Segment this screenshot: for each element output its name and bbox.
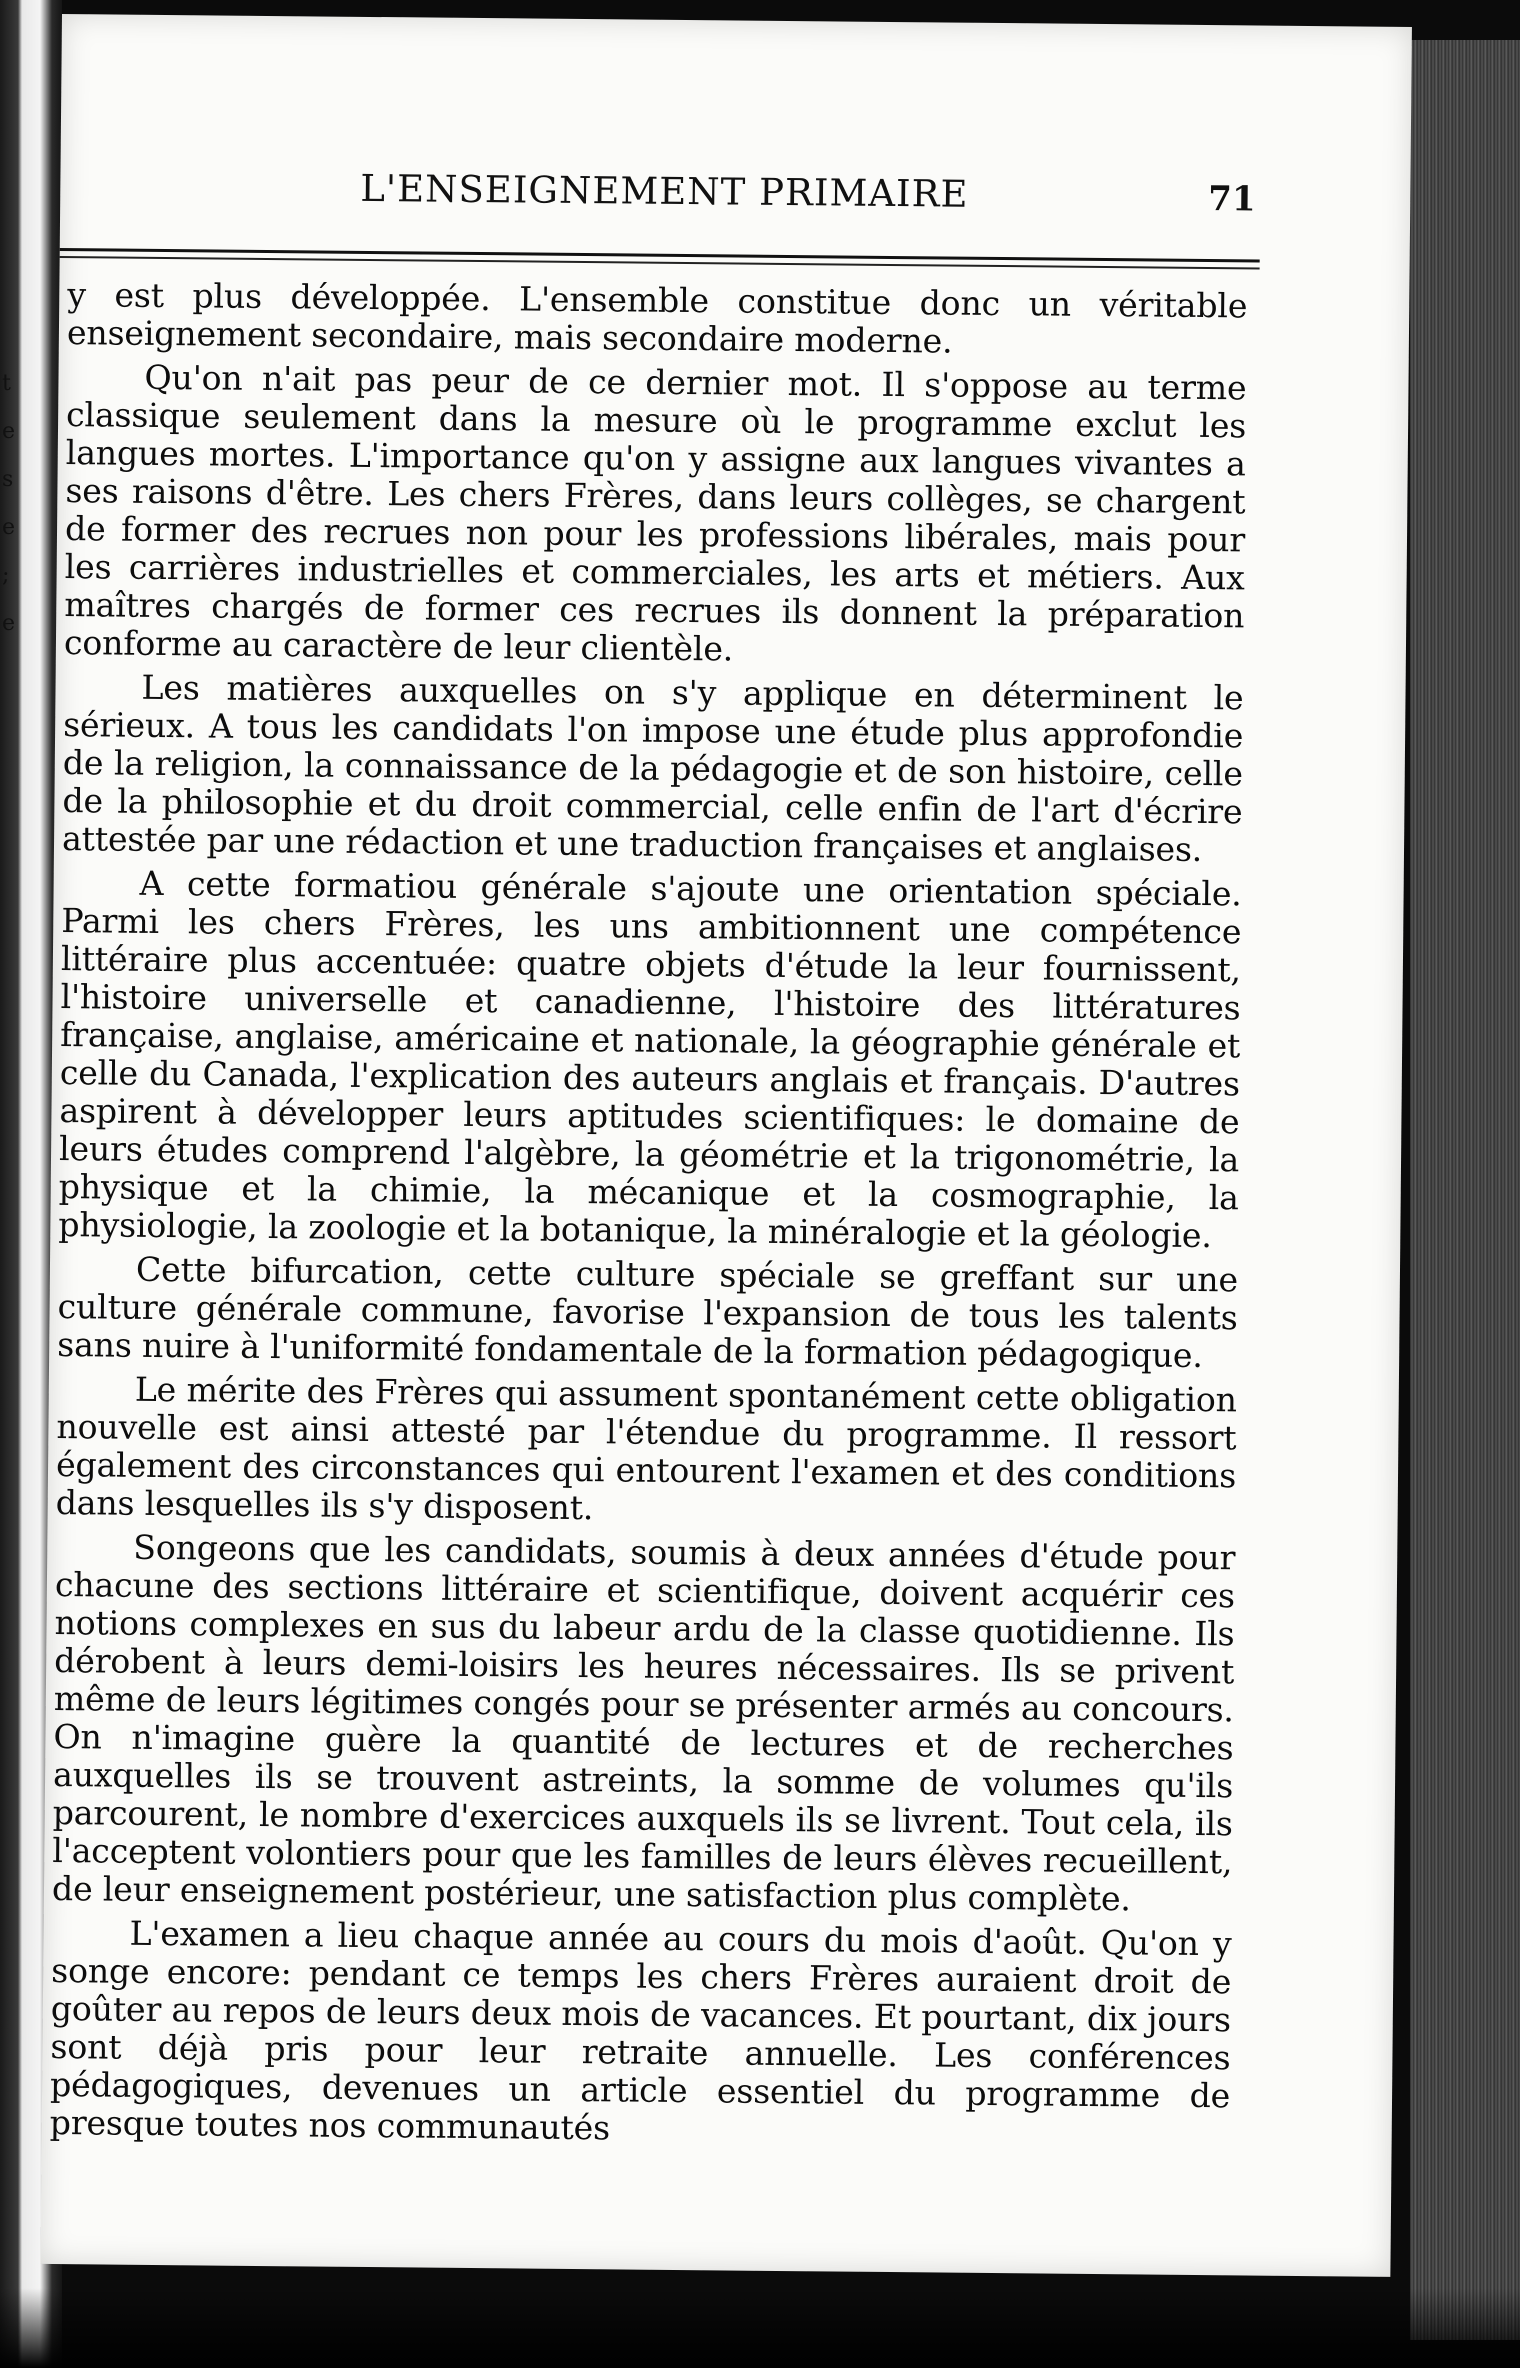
running-title: L'ENSEIGNEMENT PRIMAIRE [360, 166, 969, 216]
paragraph-1: y est plus développée. L'ensemble constitue donc un véritable enseignement secondaire, mais secondaire moderne. [66, 275, 1248, 361]
bottom-shadow [0, 2288, 1520, 2368]
margin-letter: e [2, 611, 16, 636]
book-page [40, 14, 1412, 2277]
page-number: 71 [1208, 179, 1256, 220]
paragraph-3: Les matières auxquelles on s'y applique en déterminent le sérieux. A tous les candidats l'on impose une étude plus approfondie de la religion, la connaissance de la pédagogie et de son histoire, celle de la philosophie et du droit commercial, celle enfin de l'art d'écrire attestée par une rédaction et une traduction françaises et anglaises. [61, 667, 1244, 869]
page-header [60, 164, 1256, 235]
paragraph-8: L'examen a lieu chaque année au cours du mois d'août. Qu'on y songe encore: pendant ce temps les chers Frères auraient droit de goûter au repos de leurs deux mois de vacances. Et pourtant, dix jours sont déjà pris pour leur retraite annuelle. Les conférences pédagogiques, devenues un article essentiel du programme de presque toutes nos communautés [49, 1913, 1232, 2148]
facing-page-margin-letters [2, 360, 16, 648]
margin-letter: e [2, 515, 16, 540]
paragraph-5: Cette bifurcation, cette culture spéciale se greffant sur une culture générale commune, favorise l'expansion de tous les talents sans nuire à l'uniformité fondamentale de la formation pédagogique. [57, 1249, 1239, 1376]
body-text [50, 276, 1248, 2159]
paragraph-4: A cette formatiou générale s'ajoute une orientation spéciale. Parmi les chers Frères, les uns ambitionnent une compétence littéraire plus accentuée: quatre objets d'étude la leur fournissent, l'histoire universelle et canadienne, l'histoire des littératures française, anglaise, américaine et nationale, la géographie générale et celle du Canada, l'explication des auteurs anglais et français. D'autres aspirent à développer leurs aptitudes scientifiques: le domaine de leurs études comprend l'algèbre, la géométrie et la trigonométrie, la physique et la chimie, la mécanique et la cosmographie, la physiologie, la zoologie et la botanique, la minéralogie et la géologie. [58, 863, 1242, 1256]
margin-letter: e [2, 419, 16, 444]
paragraph-7: Songeons que les candidats, soumis à deux années d'étude pour chacune des sections littéraire et scientifique, doivent acquérir ces notions complexes en sus du labeur ardu de la classe quotidienne. Ils dérobent à leurs demi-loisirs les heures nécessaires. Ils se privent même de leurs légitimes congés pour se présenter armés au concours. On n'imagine guère la quantité de lectures et de recherches auxquelles ils se trouvent astreints, la somme de volumes qu'ils parcourent, le nombre d'exercices auxquels ils se livrent. Tout cela, ils l'acceptent volontiers pour que les familles de leurs élèves recueillent, de leur enseignement postérieur, une satisfaction plus complète. [51, 1527, 1236, 1919]
margin-letter: t [2, 371, 11, 396]
header-rule [60, 248, 1260, 263]
margin-letter: s [2, 467, 14, 492]
paragraph-6: Le mérite des Frères qui assument spontanément cette obligation nouvelle est ainsi attesté par l'étendue du programme. Il ressort également des circonstances qui entourent l'examen et des conditions dans lesquelles ils s'y disposent. [55, 1369, 1237, 1528]
book-page-edges [1410, 40, 1520, 2340]
paragraph-2: Qu'on n'ait pas peur de ce dernier mot. Il s'oppose au terme classique seulement dans la mesure où le programme exclut les langues mortes. L'importance qu'on y assigne aux langues vivantes a ses raisons d'être. Les chers Frères, dans leurs collèges, se chargent de former des recrues non pour les professions libérales, mais pour les carrières industrielles et commerciales, les arts et métiers. Aux maîtres chargés de former ces recrues ils donnent la préparation conforme au caractère de leur clientèle. [63, 357, 1247, 669]
margin-letter: ; [2, 563, 10, 588]
